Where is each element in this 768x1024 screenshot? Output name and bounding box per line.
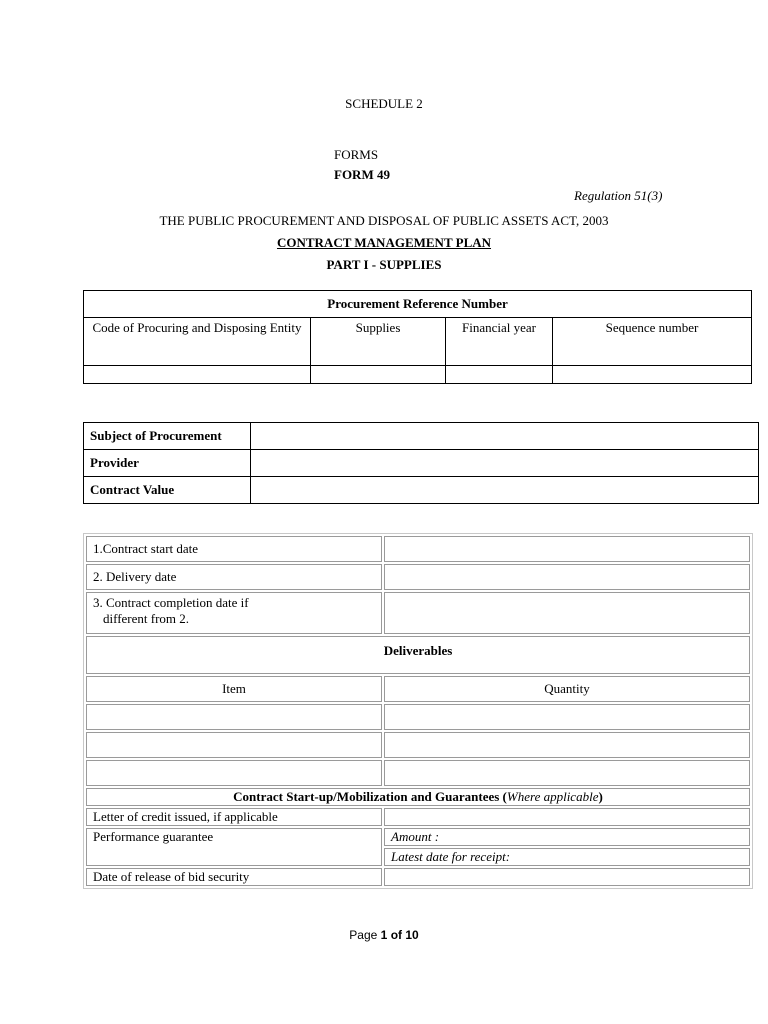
subject-value[interactable] [251,423,759,450]
reference-title: Procurement Reference Number [84,291,752,318]
provider-value[interactable] [251,450,759,477]
column-sequence-number: Sequence number [553,318,752,366]
delivery-date-value[interactable] [384,564,750,590]
procurement-reference-table [83,290,752,384]
startup-close: ) [598,789,603,804]
column-entity-code: Code of Procuring and Disposing Entity [84,318,311,366]
completion-date-label [86,592,382,634]
amount-field[interactable]: Amount : [384,828,750,846]
regulation-reference: Regulation 51(3) [574,188,663,203]
quantity-cell[interactable] [384,732,750,758]
item-cell[interactable] [86,760,382,786]
contract-value-label: Contract Value [84,477,251,504]
completion-line-1: 3. Contract completion date if [93,595,249,610]
start-date-label: 1.Contract start date [86,536,382,562]
subject-label: Subject of Procurement [84,423,251,450]
page-current: 1 [380,928,388,942]
item-cell[interactable] [86,732,382,758]
quantity-cell[interactable] [384,760,750,786]
item-header: Item [86,676,382,702]
plan-title: CONTRACT MANAGEMENT PLAN [276,235,492,250]
startup-note: Where applicable [506,789,599,804]
page-total: 10 [405,928,419,942]
financial-year-cell[interactable] [446,366,553,384]
performance-guarantee-label: Performance guarantee [86,828,382,866]
provider-label: Provider [84,450,251,477]
letter-of-credit-value[interactable] [384,808,750,826]
quantity-header: Quantity [384,676,750,702]
bid-security-label: Date of release of bid security [86,868,382,886]
letter-of-credit-label: Letter of credit issued, if applicable [86,808,382,826]
startup-title: Contract Start-up/Mobilization and Guarantees ( [233,789,507,804]
latest-date-field[interactable]: Latest date for receipt: [384,848,750,866]
page-footer [0,928,768,942]
delivery-date-label: 2. Delivery date [86,564,382,590]
item-cell[interactable] [86,704,382,730]
start-date-value[interactable] [384,536,750,562]
completion-line-2: different from 2. [103,611,190,626]
bid-security-value[interactable] [384,868,750,886]
page-word: Page [349,928,378,942]
supplies-cell[interactable] [311,366,446,384]
column-financial-year: Financial year [446,318,553,366]
sequence-number-cell[interactable] [553,366,752,384]
form-number: FORM 49 [334,167,390,182]
subject-table [83,422,759,504]
contract-value-value[interactable] [251,477,759,504]
column-supplies: Supplies [311,318,446,366]
quantity-cell[interactable] [384,704,750,730]
contract-dates-table [83,533,753,889]
forms-heading: FORMS [334,147,379,162]
act-title: THE PUBLIC PROCUREMENT AND DISPOSAL OF PUBLIC ASSETS ACT, 2003 [159,213,609,228]
deliverables-heading: Deliverables [86,636,750,674]
completion-date-value[interactable] [384,592,750,634]
entity-code-cell[interactable] [84,366,311,384]
schedule-heading: SCHEDULE 2 [345,96,423,111]
part-title: PART I - SUPPLIES [326,257,442,272]
of-word: of [390,928,403,942]
startup-heading [86,788,750,806]
